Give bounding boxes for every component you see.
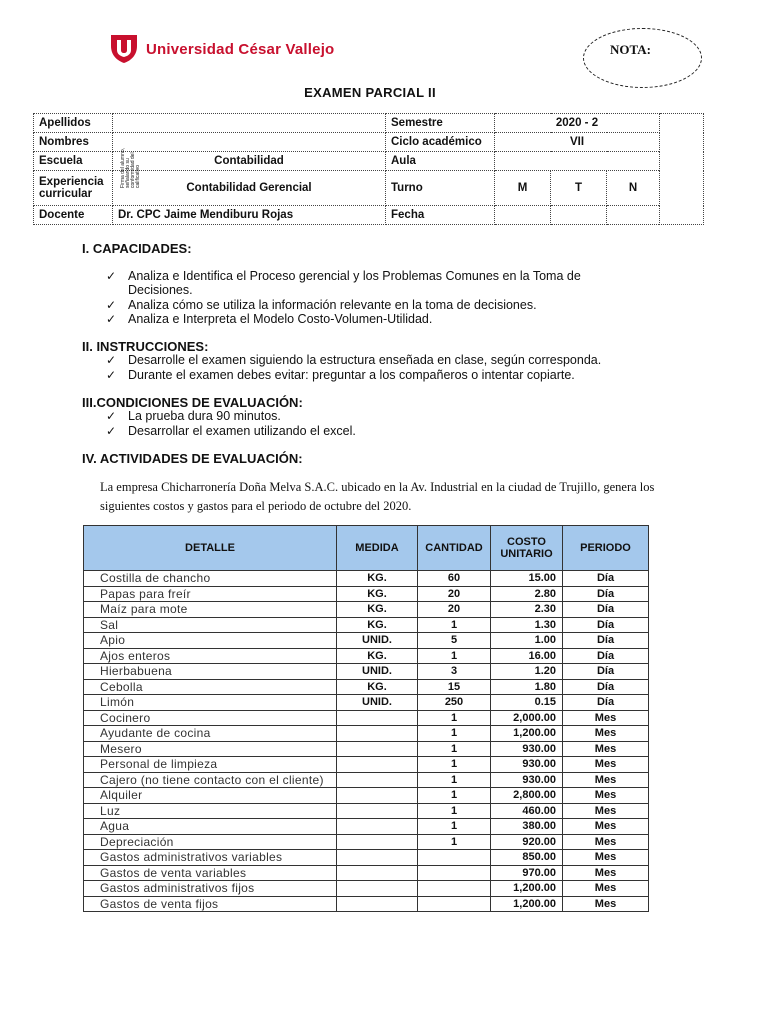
detalle-cell: Cocinero	[84, 710, 337, 726]
table-row	[84, 865, 649, 881]
detalle-cell: Sal	[84, 617, 337, 633]
table-row	[84, 788, 649, 804]
cantidad-cell: 60	[418, 571, 491, 587]
medida-cell	[337, 803, 418, 819]
signature-note: Firma del alumno, señalando su conformidad del calificativo	[120, 147, 141, 188]
medida-cell: KG.	[337, 648, 418, 664]
costo-cell: 1.80	[491, 679, 563, 695]
cantidad-cell: 1	[418, 757, 491, 773]
costo-cell: 970.00	[491, 865, 563, 881]
cantidad-cell: 1	[418, 788, 491, 804]
cantidad-cell: 250	[418, 695, 491, 711]
cantidad-cell: 1	[418, 834, 491, 850]
table-row	[84, 803, 649, 819]
costs-table	[83, 525, 649, 912]
periodo-cell: Día	[563, 617, 649, 633]
periodo-cell: Día	[563, 586, 649, 602]
periodo-cell: Mes	[563, 896, 649, 912]
costo-cell: 2,800.00	[491, 788, 563, 804]
table-row	[84, 602, 649, 618]
table-row	[84, 679, 649, 695]
medida-cell	[337, 788, 418, 804]
col-detalle: DETALLE	[84, 526, 337, 571]
costo-cell: 16.00	[491, 648, 563, 664]
costo-cell: 1,200.00	[491, 896, 563, 912]
periodo-cell: Mes	[563, 772, 649, 788]
cantidad-cell	[418, 881, 491, 897]
table-row	[84, 586, 649, 602]
costo-cell: 930.00	[491, 757, 563, 773]
instruccion-item: ✓ Desarrolle el examen siguiendo la estructura enseñada en clase, según corresponda.	[106, 353, 602, 367]
medida-cell: KG.	[337, 586, 418, 602]
instruccion-item: ✓ Durante el examen debes evitar: preguntar a los compañeros o intentar copiarte.	[106, 368, 575, 382]
check-icon: ✓	[106, 269, 117, 283]
detalle-cell: Ayudante de cocina	[84, 726, 337, 742]
medida-cell	[337, 896, 418, 912]
detalle-cell: Gastos administrativos fijos	[84, 881, 337, 897]
medida-cell	[337, 772, 418, 788]
periodo-cell: Mes	[563, 788, 649, 804]
cantidad-cell	[418, 896, 491, 912]
table-row	[84, 571, 649, 587]
costo-cell: 0.15	[491, 695, 563, 711]
check-icon: ✓	[106, 353, 117, 367]
medida-cell: KG.	[337, 602, 418, 618]
check-icon: ✓	[106, 409, 117, 423]
fecha-label: Fecha	[386, 206, 495, 225]
cantidad-cell: 1	[418, 617, 491, 633]
check-icon: ✓	[106, 424, 117, 438]
semestre-label: Semestre	[386, 114, 495, 133]
costo-cell: 2,000.00	[491, 710, 563, 726]
costo-cell: 2.80	[491, 586, 563, 602]
detalle-cell: Mesero	[84, 741, 337, 757]
nombres-label: Nombres	[34, 133, 113, 152]
aula-value	[495, 152, 660, 171]
medida-cell	[337, 819, 418, 835]
costo-cell: 15.00	[491, 571, 563, 587]
cantidad-cell: 5	[418, 633, 491, 649]
detalle-cell: Luz	[84, 803, 337, 819]
condicion-item: ✓ Desarrollar el examen utilizando el excel.	[106, 424, 356, 438]
table-row	[84, 617, 649, 633]
col-medida: MEDIDA	[337, 526, 418, 571]
apellidos-value	[113, 114, 386, 133]
medida-cell	[337, 834, 418, 850]
cantidad-cell: 20	[418, 602, 491, 618]
table-row	[84, 633, 649, 649]
condicion-item: ✓ La prueba dura 90 minutos.	[106, 409, 281, 423]
university-logo	[110, 34, 334, 64]
medida-cell	[337, 850, 418, 866]
detalle-cell: Gastos de venta variables	[84, 865, 337, 881]
detalle-cell: Limón	[84, 695, 337, 711]
turno-label: Turno	[386, 171, 495, 206]
apellidos-label: Apellidos	[34, 114, 113, 133]
actividades-title: IV. ACTIVIDADES DE EVALUACIÓN:	[82, 451, 303, 466]
table-row	[84, 741, 649, 757]
costo-cell: 930.00	[491, 741, 563, 757]
periodo-cell: Mes	[563, 819, 649, 835]
cantidad-cell: 15	[418, 679, 491, 695]
detalle-cell: Cajero (no tiene contacto con el cliente)	[84, 772, 337, 788]
periodo-cell: Día	[563, 602, 649, 618]
costo-cell: 1,200.00	[491, 881, 563, 897]
table-row	[84, 850, 649, 866]
check-icon: ✓	[106, 368, 117, 382]
nombres-value	[113, 133, 386, 152]
col-cantidad: CANTIDAD	[418, 526, 491, 571]
medida-cell	[337, 710, 418, 726]
costo-cell: 850.00	[491, 850, 563, 866]
cantidad-cell: 20	[418, 586, 491, 602]
costo-cell: 1.00	[491, 633, 563, 649]
costo-cell: 920.00	[491, 834, 563, 850]
cantidad-cell: 1	[418, 741, 491, 757]
detalle-cell: Apio	[84, 633, 337, 649]
medida-cell	[337, 881, 418, 897]
periodo-cell: Mes	[563, 881, 649, 897]
table-row	[84, 834, 649, 850]
detalle-cell: Papas para freír	[84, 586, 337, 602]
detalle-cell: Cebolla	[84, 679, 337, 695]
col-periodo: PERIODO	[563, 526, 649, 571]
cantidad-cell: 1	[418, 803, 491, 819]
table-row	[84, 664, 649, 680]
medida-cell: KG.	[337, 617, 418, 633]
detalle-cell: Maíz para mote	[84, 602, 337, 618]
capacidad-item: ✓ Analiza cómo se utiliza la información relevante en la toma de decisiones.	[106, 298, 537, 312]
periodo-cell: Día	[563, 633, 649, 649]
table-row	[84, 896, 649, 912]
periodo-cell: Mes	[563, 757, 649, 773]
detalle-cell: Alquiler	[84, 788, 337, 804]
cantidad-cell	[418, 865, 491, 881]
costo-cell: 1.20	[491, 664, 563, 680]
medida-cell: UNID.	[337, 633, 418, 649]
ucv-shield-icon	[110, 34, 138, 64]
periodo-cell: Mes	[563, 741, 649, 757]
costo-cell: 2.30	[491, 602, 563, 618]
periodo-cell: Día	[563, 571, 649, 587]
table-row	[84, 819, 649, 835]
detalle-cell: Gastos administrativos variables	[84, 850, 337, 866]
turno-t: T	[551, 171, 607, 206]
cantidad-cell: 1	[418, 819, 491, 835]
grade-box	[583, 28, 702, 88]
periodo-cell: Día	[563, 679, 649, 695]
cantidad-cell: 1	[418, 772, 491, 788]
university-name: Universidad César Vallejo	[146, 40, 335, 58]
table-row	[84, 772, 649, 788]
fecha-year	[607, 206, 660, 225]
costo-cell: 930.00	[491, 772, 563, 788]
cantidad-cell	[418, 850, 491, 866]
capacidad-item: ✓ Analiza e Interpreta el Modelo Costo-Volumen-Utilidad.	[106, 312, 433, 326]
cantidad-cell: 1	[418, 710, 491, 726]
semestre-value: 2020 - 2	[495, 114, 660, 133]
fecha-day	[495, 206, 551, 225]
detalle-cell: Personal de limpieza	[84, 757, 337, 773]
check-icon: ✓	[106, 298, 117, 312]
costo-cell: 380.00	[491, 819, 563, 835]
table-row	[84, 726, 649, 742]
table-row	[84, 648, 649, 664]
fecha-month	[551, 206, 607, 225]
detalle-cell: Hierbabuena	[84, 664, 337, 680]
aula-label: Aula	[386, 152, 495, 171]
medida-cell	[337, 726, 418, 742]
periodo-cell: Mes	[563, 803, 649, 819]
docente-label: Docente	[34, 206, 113, 225]
detalle-cell: Gastos de venta fijos	[84, 896, 337, 912]
activity-intro: La empresa Chicharronería Doña Melva S.A.C. ubicado en la Av. Industrial en la ciudad de Trujillo, genera los siguientes costos y gastos para el periodo de octubre del 2020.	[100, 480, 655, 513]
cantidad-cell: 3	[418, 664, 491, 680]
condiciones-title: III.CONDICIONES DE EVALUACIÓN:	[82, 395, 303, 410]
ciclo-value: VII	[495, 133, 660, 152]
grade-label: NOTA:	[610, 42, 651, 57]
table-row	[84, 881, 649, 897]
periodo-cell: Mes	[563, 726, 649, 742]
periodo-cell: Mes	[563, 710, 649, 726]
instrucciones-title: II. INSTRUCCIONES:	[82, 339, 209, 354]
table-row	[84, 757, 649, 773]
turno-n: N	[607, 171, 660, 206]
costo-cell: 1.30	[491, 617, 563, 633]
periodo-cell: Día	[563, 695, 649, 711]
col-costo: COSTO UNITARIO	[491, 526, 563, 571]
docente-value: Dr. CPC Jaime Mendiburu Rojas	[113, 206, 386, 225]
medida-cell: UNID.	[337, 695, 418, 711]
periodo-cell: Mes	[563, 834, 649, 850]
detalle-cell: Costilla de chancho	[84, 571, 337, 587]
periodo-cell: Día	[563, 664, 649, 680]
ciclo-label: Ciclo académico	[386, 133, 495, 152]
costo-cell: 460.00	[491, 803, 563, 819]
cantidad-cell: 1	[418, 648, 491, 664]
detalle-cell: Depreciación	[84, 834, 337, 850]
capacidad-item: ✓ Analiza e Identifica el Proceso gerencial y los Problemas Comunes en la Toma de Decisiones.	[106, 269, 581, 297]
periodo-cell: Día	[563, 648, 649, 664]
experiencia-value: Contabilidad Gerencial	[113, 171, 386, 206]
medida-cell: KG.	[337, 571, 418, 587]
detalle-cell: Agua	[84, 819, 337, 835]
turno-m: M	[495, 171, 551, 206]
table-row	[84, 710, 649, 726]
costo-cell: 1,200.00	[491, 726, 563, 742]
exam-title: EXAMEN PARCIAL II	[304, 85, 436, 100]
detalle-cell: Ajos enteros	[84, 648, 337, 664]
medida-cell: KG.	[337, 679, 418, 695]
periodo-cell: Mes	[563, 865, 649, 881]
escuela-value: Contabilidad	[113, 152, 386, 171]
check-icon: ✓	[106, 312, 117, 326]
signature-cell	[660, 114, 704, 225]
escuela-label: Escuela	[34, 152, 113, 171]
periodo-cell: Mes	[563, 850, 649, 866]
table-row	[84, 695, 649, 711]
medida-cell	[337, 741, 418, 757]
medida-cell	[337, 757, 418, 773]
medida-cell	[337, 865, 418, 881]
medida-cell: UNID.	[337, 664, 418, 680]
experiencia-label: Experiencia curricular	[34, 171, 113, 206]
cantidad-cell: 1	[418, 726, 491, 742]
capacidades-title: I. CAPACIDADES:	[82, 241, 192, 256]
